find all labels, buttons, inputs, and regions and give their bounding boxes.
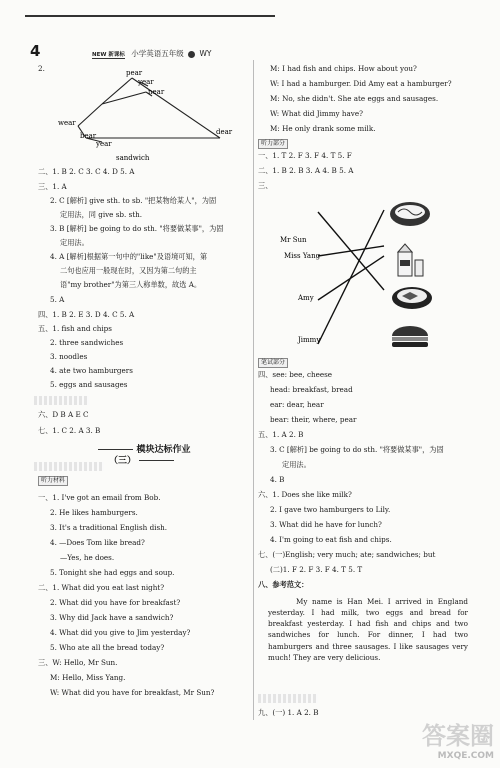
answer-line: 五、1. fish and chips (38, 324, 112, 333)
answer-line: 3. noodles (50, 352, 88, 361)
sample-essay: My name is Han Mei. I arrived in England yesterday. I had milk, two eggs and bread for breakfast yesterday. I had fish and chips and two sandwiches for lunch. For dinner, I had two hamburgers and three sausages. I like sausages very much! They are very delicious. (268, 597, 468, 662)
answer-line: 二、1. B 2. B 3. A 4. B 5. A (258, 166, 354, 175)
answer-line: 2. three sandwiches (50, 338, 124, 347)
fish-and-chips-icon (392, 287, 432, 309)
dialog-line: M: I had fish and chips. How about you? (270, 64, 417, 73)
answer-line: 四、see: bee, cheese (258, 370, 333, 379)
header-rule (25, 15, 275, 17)
match-name-amy: Amy (298, 294, 314, 302)
edition-icon (188, 51, 195, 58)
answer-line: 5. A (50, 295, 65, 304)
tree-word-bear: bear (80, 132, 97, 140)
answer-line: 4. I'm going to eat fish and chips. (270, 535, 392, 544)
decorative-strip (34, 396, 89, 405)
listening-line: 2. What did you have for breakfast? (50, 598, 181, 607)
answer-line: 3. B [解析] be going to do sth. "将要做某事"，为固 (50, 224, 224, 233)
dialog-line: M: He only drank some milk. (270, 124, 376, 133)
answer-line: head: breakfast, bread (270, 385, 353, 394)
answer-line: 九、(一) 1. A 2. B (258, 708, 319, 717)
answer-line: 语"my brother"为第三人称单数，故选 A。 (60, 280, 202, 289)
listening-line: 一、1. I've got an email from Bob. (38, 493, 161, 502)
match-name-miss-yang: Miss Yang (284, 252, 321, 260)
answer-line: 4. ate two hamburgers (50, 366, 133, 375)
page-number: 4 (30, 42, 41, 60)
watermark-url: MXQE.COM (437, 750, 494, 761)
tree-word-year-bottom: year (96, 140, 112, 148)
listening-line: 5. Who ate all the bread today? (50, 643, 165, 652)
tree-word-wear: wear (58, 119, 76, 127)
tree-word-sandwich: sandwich (116, 154, 150, 162)
answer-line: (二)1. F 2. F 3. F 4. T 5. T (270, 565, 363, 574)
listening-line: 3. Why did Jack have a sandwich? (50, 613, 174, 622)
module-title (88, 445, 198, 468)
title-rule-right (139, 460, 174, 461)
edition: WY (199, 49, 212, 58)
tree-word-year: year (138, 78, 154, 86)
answer-line: 3. What did he have for lunch? (270, 520, 382, 529)
column-divider (253, 60, 254, 720)
listening-tag-text: 听力材料 (38, 476, 68, 486)
dialog-line: W: What did Jimmy have? (270, 109, 363, 118)
listening-line: 2. He likes hamburgers. (50, 508, 138, 517)
dialog-line: M: No, she didn't. She ate eggs and sausages. (270, 94, 439, 103)
header-strip (92, 49, 212, 59)
answer-line: 2. C [解析] give sth. to sb. "把某物给某人"，为固 (50, 196, 217, 205)
listening-line: M: Hello, Miss Yang. (50, 673, 126, 682)
tree-word-pear: pear (126, 69, 143, 77)
module-title-text: 模块达标作业（三） (108, 445, 191, 467)
answer-line: 七、(一)English; very much; ate; sandwiches; but (258, 550, 436, 559)
listening-line: 4. What did you give to Jim yesterday? (50, 628, 191, 637)
answer-line: 二、1. B 2. C 3. C 4. D 5. A (38, 167, 135, 176)
answer-line: bear: their, where, pear (270, 415, 357, 424)
answer-line: 三、1. A (38, 182, 67, 191)
answer-line: 三、 (258, 181, 273, 190)
answer-line: 定用法。 (60, 238, 89, 247)
answer-line: 定用法，同 give sb. sth. (60, 210, 143, 219)
decorative-strip (258, 694, 318, 703)
matching-diagram (280, 196, 460, 356)
listening-line: 二、1. What did you eat last night? (38, 583, 165, 592)
listening-line: 4. —Does Tom like bread? (50, 538, 145, 547)
answer-line: 五、1. A 2. B (258, 430, 304, 439)
answer-line: 六、D B A E C (38, 410, 89, 419)
answer-line: 3. C [解析] be going to do sth. "将要做某事"，为固 (270, 445, 444, 454)
sample-essay-heading: 八、参考范文： (258, 580, 309, 589)
listening-line: —Yes, he does. (60, 553, 115, 562)
listening-line: 三、W: Hello, Mr Sun. (38, 658, 118, 667)
answer-line: 四、1. B 2. E 3. D 4. C 5. A (38, 310, 135, 319)
answer-line: 5. eggs and sausages (50, 380, 128, 389)
answer-line: ear: dear, hear (270, 400, 324, 409)
tree-word-near: near (148, 88, 165, 96)
answer-line: 定用法。 (282, 460, 311, 469)
answer-line: 4. B (270, 475, 285, 484)
tree-word-dear: dear (216, 128, 233, 136)
listening-line: W: What did you have for breakfast, Mr Sun? (50, 688, 215, 697)
listening-line: 5. Tonight she had eggs and soup. (50, 568, 175, 577)
book-title: 小学英语五年级 (131, 49, 184, 58)
word-tree-diagram (50, 66, 250, 166)
hamburger-icon (392, 326, 428, 347)
answer-line: 七、1. C 2. A 3. B (38, 426, 101, 435)
answer-tag-text: 听力部分 (258, 139, 288, 149)
written-tag-text: 笔试部分 (258, 358, 288, 368)
watermark-text: 答案圈 (422, 721, 494, 750)
answer-tag (258, 138, 288, 149)
noodles-icon (390, 202, 430, 226)
answer-line: 二句也应用一般现在时，又因为第二句的主 (60, 266, 197, 275)
match-name-mr-sun: Mr Sun (280, 236, 307, 244)
title-rule-left (98, 449, 133, 450)
decorative-strip (34, 462, 104, 471)
match-name-jimmy: Jimmy (298, 336, 321, 344)
milk-icon (398, 244, 423, 276)
q2-label: 2. (38, 64, 45, 73)
listening-line: 3. It's a traditional English dish. (50, 523, 168, 532)
answer-line: 4. A [解析]根据第一句中的"like"及语境可知，第 (50, 252, 208, 261)
listening-tag (38, 475, 68, 486)
answer-line: 六、1. Does she like milk? (258, 490, 352, 499)
answer-line: 一、1. T 2. F 3. F 4. T 5. F (258, 151, 352, 160)
answer-line: 2. I gave two hamburgers to Lily. (270, 505, 391, 514)
brand-logo: NEW 新课标 (92, 52, 125, 58)
written-tag (258, 357, 288, 368)
watermark (422, 721, 494, 762)
dialog-line: W: I had a hamburger. Did Amy eat a hamburger? (270, 79, 452, 88)
